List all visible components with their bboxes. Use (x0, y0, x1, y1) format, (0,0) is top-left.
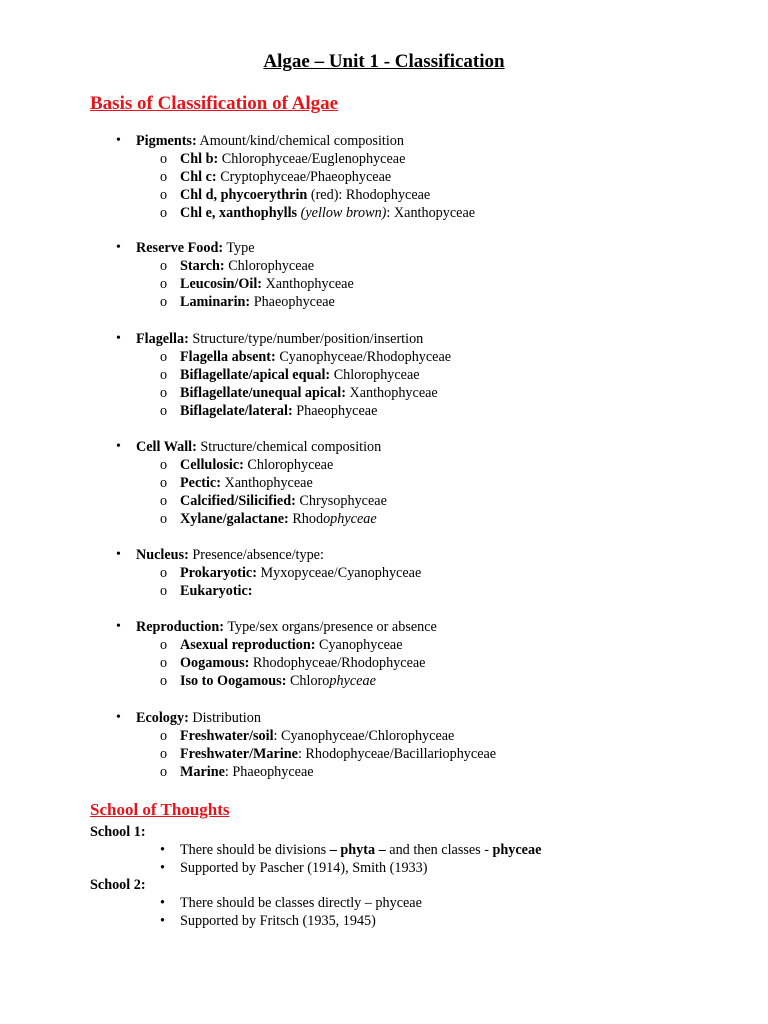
sub-item-label: Chl e, xanthophylls (180, 205, 298, 221)
sub-item-text (180, 745, 496, 763)
sub-item-label: Freshwater/soil (180, 728, 274, 744)
sub-marker: o (160, 169, 168, 185)
sub-item-text (180, 204, 475, 222)
sub-marker: o (160, 511, 168, 527)
sub-item-value: : Cyanophyceae/Chlorophyceae (273, 728, 455, 744)
school-item-text (180, 841, 541, 859)
bullet-marker: • (160, 913, 165, 929)
sub-item-value: Chloro (286, 673, 330, 689)
section-description: Type/sex organs/presence or absence (224, 619, 437, 635)
sub-marker: o (160, 637, 168, 653)
sub-marker: o (160, 728, 168, 744)
section-text (136, 330, 423, 348)
bullet-marker: • (116, 547, 121, 562)
sub-item-text (180, 763, 314, 781)
sub-item-value: Chlorophyceae (224, 258, 315, 274)
section-label: Reproduction: (136, 619, 225, 635)
sub-item-text (180, 168, 391, 186)
section-label: Reserve Food: (136, 240, 224, 256)
bullet-marker: • (116, 240, 121, 255)
bullet-marker: • (116, 331, 121, 346)
bullet-marker: • (116, 439, 121, 454)
sub-item-label: Leucosin/Oil: (180, 276, 262, 292)
sub-item-label: Laminarin: (180, 294, 251, 310)
school-item-text (180, 912, 376, 930)
sub-item-label: Pectic: (180, 475, 221, 491)
sub-item-label: Starch: (180, 258, 225, 274)
school-item-part: Supported by Pascher (1914), Smith (1933) (180, 860, 428, 876)
sub-item-value: Chlorophyceae (243, 457, 334, 473)
sub-item-text (180, 636, 403, 654)
sub-item-value: Chrysophyceae (295, 493, 387, 509)
section-label: Nucleus: (136, 547, 189, 563)
sub-marker: o (160, 475, 168, 491)
sub-marker: o (160, 493, 168, 509)
sub-item-text (180, 672, 376, 690)
sub-item-text (180, 727, 454, 745)
sub-item-label: Chl d, phycoerythrin (180, 187, 308, 203)
sub-item-value: Phaeophyceae (250, 294, 335, 310)
sub-marker: o (160, 258, 168, 274)
sub-item-label: Cellulosic: (180, 457, 244, 473)
sub-marker: o (160, 294, 168, 310)
bullet-marker: • (116, 133, 121, 148)
sub-item-italic: phyceae (329, 673, 376, 689)
sub-item-value: Phaeophyceae (292, 403, 378, 419)
school-item-bold: – phyta – (329, 842, 386, 858)
sub-item-value: : Rhodophyceae/Bacillariophyceae (297, 746, 497, 762)
sub-item-text (180, 492, 387, 510)
sub-item-label: Xylane/galactane: (180, 511, 289, 527)
section-label: Flagella: (136, 331, 189, 347)
sub-marker: o (160, 655, 168, 671)
sub-item-text (180, 275, 354, 293)
sub-marker: o (160, 583, 168, 599)
sub-item-value: Chlorophyceae (330, 367, 420, 383)
sub-item-value: Rhodophyceae/Rhodophyceae (249, 655, 426, 671)
section-text (136, 546, 324, 564)
basis-heading: Basis of Classification of Algae (90, 93, 339, 114)
sub-item-label: Biflagellate/apical equal: (180, 367, 331, 383)
section-text (136, 709, 261, 727)
sub-marker: o (160, 764, 168, 780)
school-item-part: and then classes - (385, 842, 493, 858)
sub-item-text (180, 654, 425, 672)
sub-item-label: Flagella absent: (180, 349, 276, 365)
sub-item-text (180, 366, 420, 384)
sub-item-label: Eukaryotic: (180, 583, 253, 599)
section-text (136, 132, 404, 150)
sub-item-label: Iso to Oogamous: (180, 673, 287, 689)
section-text (136, 618, 437, 636)
section-description: Type (223, 240, 255, 256)
section-label: Pigments: (136, 133, 197, 149)
sub-item-value: : Phaeophyceae (224, 764, 314, 780)
sub-item-label: Marine (180, 764, 225, 780)
sub-item-value: : Xanthopyceae (386, 205, 476, 221)
section-label: Cell Wall: (136, 439, 197, 455)
sub-marker: o (160, 205, 168, 221)
bullet-marker: • (160, 895, 165, 911)
sub-item-value: Cyanophyceae/Rhodophyceae (275, 349, 452, 365)
sub-marker: o (160, 187, 168, 203)
school-item-part: There should be classes directly – phyceae (180, 895, 422, 911)
sub-item-value: Xanthophyceae (345, 385, 438, 401)
bullet-marker: • (116, 619, 121, 634)
sub-item-text (180, 186, 430, 204)
section-description: Amount/kind/chemical composition (196, 133, 404, 149)
section-label: Ecology: (136, 710, 189, 726)
school-item-part: Supported by Fritsch (1935, 1945) (180, 913, 376, 929)
sub-marker: o (160, 403, 168, 419)
sub-item-value: (red): Rhodophyceae (307, 187, 431, 203)
bullet-marker: • (160, 860, 165, 876)
sub-item-value: Xanthophyceae (261, 276, 354, 292)
school-label: School 1: (90, 824, 146, 840)
section-description: Distribution (188, 710, 261, 726)
sub-item-text (180, 384, 438, 402)
sub-item-value: Cyanophyceae (315, 637, 403, 653)
bullet-marker: • (160, 842, 165, 858)
sub-item-label: Freshwater/Marine (180, 746, 298, 762)
section-description: Presence/absence/type: (188, 547, 324, 563)
sub-item-text (180, 564, 421, 582)
page-title: Algae – Unit 1 - Classification (263, 51, 505, 72)
section-text (136, 239, 255, 257)
sub-item-text (180, 150, 405, 168)
school-item-bold: phyceae (492, 842, 542, 858)
sub-item-label: Chl b: (180, 151, 219, 167)
sub-item-text (180, 474, 313, 492)
sub-item-italic: (yellow brown) (297, 205, 387, 221)
sub-item-value: Chlorophyceae/Euglenophyceae (218, 151, 406, 167)
sub-item-label: Biflagellate/unequal apical: (180, 385, 346, 401)
sub-marker: o (160, 276, 168, 292)
sub-marker: o (160, 565, 168, 581)
sub-item-value: Myxopyceae/Cyanophyceae (256, 565, 422, 581)
sub-marker: o (160, 457, 168, 473)
section-text (136, 438, 381, 456)
sub-item-label: Asexual reproduction: (180, 637, 316, 653)
sub-item-text (180, 293, 335, 311)
school-item-part: There should be divisions (180, 842, 330, 858)
sub-item-italic: ophyceae (323, 511, 377, 527)
sub-item-text (180, 348, 451, 366)
sub-item-text (180, 402, 377, 420)
sub-marker: o (160, 746, 168, 762)
sub-item-label: Prokaryotic: (180, 565, 257, 581)
section-description: Structure/chemical composition (196, 439, 382, 455)
sub-marker: o (160, 349, 168, 365)
sub-marker: o (160, 385, 168, 401)
sub-item-text (180, 257, 314, 275)
section-description: Structure/type/number/position/insertion (188, 331, 424, 347)
school-label: School 2: (90, 877, 146, 893)
sub-marker: o (160, 673, 168, 689)
sub-item-label: Oogamous: (180, 655, 250, 671)
sub-marker: o (160, 151, 168, 167)
sub-item-text (180, 582, 253, 600)
school-item-text (180, 859, 427, 877)
sub-marker: o (160, 367, 168, 383)
sub-item-value: Rhod (288, 511, 324, 527)
sub-item-text (180, 510, 377, 528)
sub-item-value: Cryptophyceae/Phaeophyceae (216, 169, 392, 185)
school-item-text (180, 894, 422, 912)
sub-item-label: Chl c: (180, 169, 217, 185)
sub-item-label: Biflagelate/lateral: (180, 403, 293, 419)
sub-item-value: Xanthophyceae (220, 475, 313, 491)
sub-item-text (180, 456, 333, 474)
bullet-marker: • (116, 710, 121, 725)
schools-heading: School of Thoughts (90, 800, 230, 819)
sub-item-label: Calcified/Silicified: (180, 493, 296, 509)
